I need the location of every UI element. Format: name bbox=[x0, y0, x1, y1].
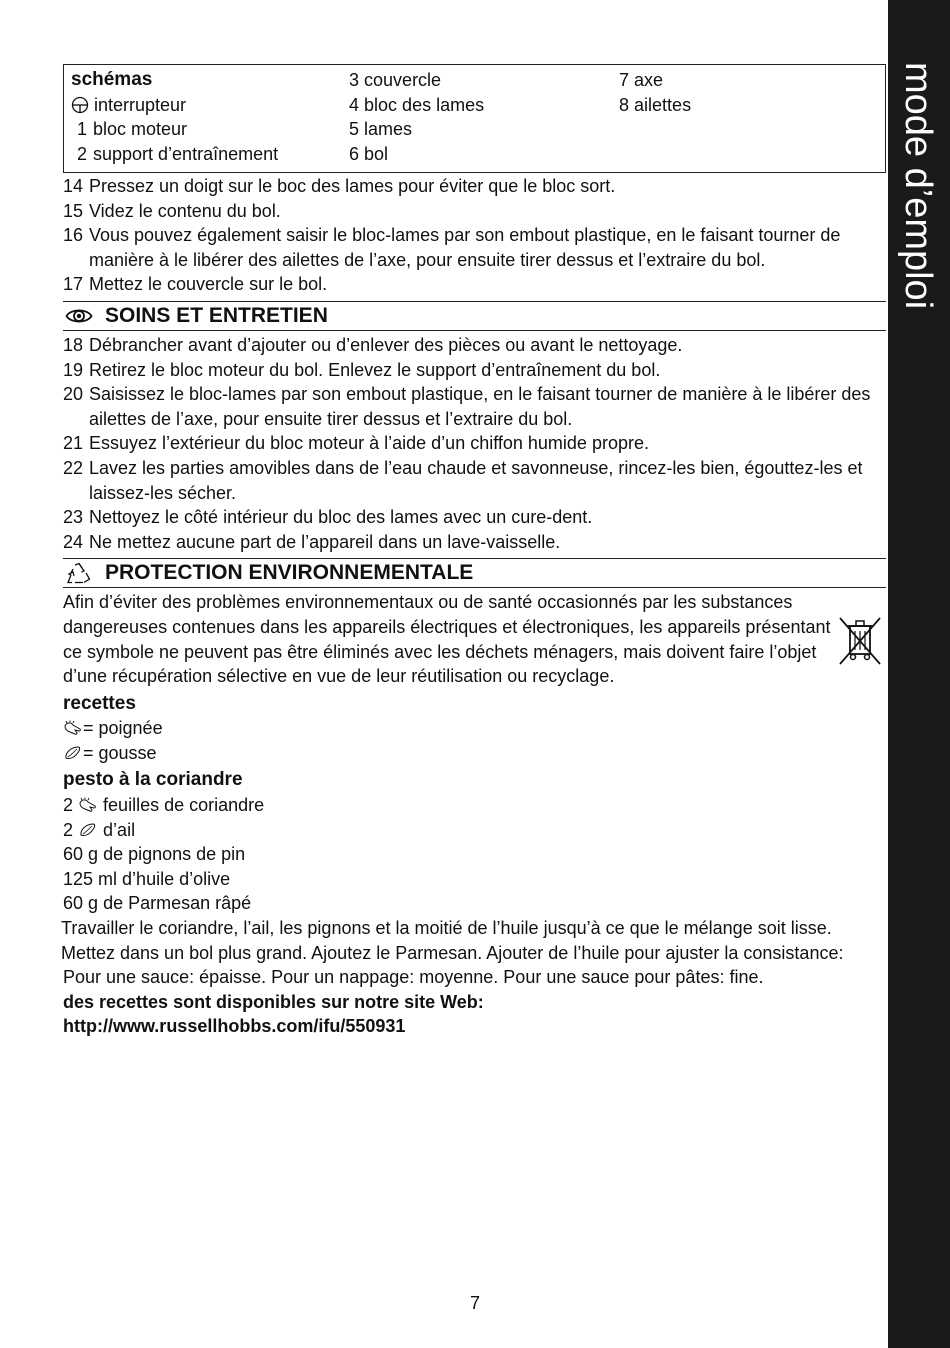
website-link[interactable]: http://www.russellhobbs.com/ifu/550931 bbox=[63, 1016, 406, 1037]
sidebar-title: mode d’emploi bbox=[897, 62, 939, 310]
step-item: 23 Nettoyez le côté intérieur du bloc des lames avec un cure-dent. bbox=[63, 507, 593, 528]
eye-icon bbox=[65, 305, 93, 327]
environment-section bbox=[63, 590, 886, 688]
handful-icon bbox=[78, 797, 98, 813]
environment-heading: PROTECTION ENVIRONNEMENTALE bbox=[63, 558, 886, 588]
step-item: 21 Essuyez l’extérieur du bloc moteur à l’aide d’un chiffon humide propre. bbox=[63, 433, 649, 454]
step-item: 19 Retirez le bloc moteur du bol. Enlevez le support d’entraînement du bol. bbox=[63, 359, 661, 380]
recipes-title: recettes bbox=[63, 692, 136, 714]
legend-clove: = gousse bbox=[63, 741, 886, 766]
care-heading: SOINS ET ENTRETIEN bbox=[63, 301, 886, 331]
legend-handful: = poignée bbox=[63, 716, 886, 741]
steps-list bbox=[63, 174, 886, 297]
clove-icon bbox=[78, 822, 98, 838]
step-item: 16 Vous pouvez également saisir le bloc-lames par son embout plastique, en le faisant tourner de manière à le libérer des ailettes de l’axe, pour ensuite tirer dessus et l’extraire du bol. bbox=[63, 225, 841, 270]
clove-icon bbox=[63, 745, 83, 761]
ingredient-item: 2 d’ail bbox=[63, 819, 136, 840]
schema-box bbox=[63, 64, 886, 173]
step-item: 14 Pressez un doigt sur le boc des lames pour éviter que le bloc sort. bbox=[63, 176, 616, 196]
schema-item-switch: interrupteur bbox=[71, 93, 341, 118]
page-content bbox=[63, 64, 886, 1039]
step-item: 22 Lavez les parties amovibles dans de l’eau chaude et savonneuse, rincez-les bien, égouttez-les et laissez-les sécher. bbox=[63, 457, 863, 503]
recipe-instructions: Travailler le coriandre, l’ail, les pignons et la moitié de l’huile jusqu’à ce que le mélange soit lisse. Mettez dans un bol plus grand. Ajoutez le Parmesan. Ajouter de l’huile pour ajuster la consistance: bbox=[61, 918, 844, 963]
schema-item: 5 lames bbox=[349, 119, 413, 140]
schema-item: 8 ailettes bbox=[619, 94, 692, 115]
recycle-icon bbox=[65, 562, 93, 584]
schema-title: schémas bbox=[71, 69, 153, 90]
handful-icon bbox=[63, 720, 83, 736]
care-steps bbox=[63, 333, 886, 554]
ingredient-item: 60 g de Parmesan râpé bbox=[63, 893, 252, 914]
step-item: 20 Saisissez le bloc-lames par son embout plastique, en le faisant tourner de manière à le libérer des ailettes de l’axe, pour ensuite tirer dessus et l’extraire du bol. bbox=[63, 384, 871, 429]
step-item: 18 Débrancher avant d’ajouter ou d’enlever des pièces ou avant le nettoyage. bbox=[63, 334, 683, 355]
step-item: 24 Ne mettez aucune part de l’appareil dans un lave-vaisselle. bbox=[63, 531, 561, 552]
schema-item: 2 support d’entraînement bbox=[76, 143, 279, 164]
schema-item: 4 bloc des lames bbox=[349, 94, 485, 115]
crossed-bin-icon bbox=[836, 614, 884, 666]
step-item: 15 Videz le contenu du bol. bbox=[63, 200, 281, 221]
sidebar-tab bbox=[888, 0, 950, 1348]
schema-item: 6 bol bbox=[349, 143, 389, 164]
ingredient-item: 60 g de pignons de pin bbox=[63, 844, 246, 865]
schema-item: 7 axe bbox=[619, 70, 664, 90]
schema-item: 1 bloc moteur bbox=[76, 119, 188, 140]
page-number: 7 bbox=[469, 1293, 480, 1313]
pesto-title: pesto à la coriandre bbox=[63, 769, 243, 791]
ingredient-item: 2 feuilles de coriandre bbox=[63, 795, 265, 816]
environment-text: Afin d’éviter des problèmes environnementaux ou de santé occasionnés par les substances dangereuses contenues dans les appareils électriques et électroniques, les appareils présentant ce symbole ne peuvent pas être éliminés avec les déchets ménagers, mais doivent faire l’objet d’une récupération sélective en vue de leur réutilisation ou recyclage. bbox=[63, 592, 831, 687]
recipe-consistency: Pour une sauce: épaisse. Pour un nappage: moyenne. Pour une sauce pour pâtes: fine. bbox=[63, 967, 764, 988]
step-item: 17 Mettez le couvercle sur le bol. bbox=[63, 274, 328, 295]
website-label: des recettes sont disponibles sur notre site Web: bbox=[63, 991, 484, 1012]
switch-icon bbox=[71, 96, 89, 114]
schema-item: 3 couvercle bbox=[349, 70, 442, 90]
ingredient-item: 125 ml d’huile d’olive bbox=[63, 868, 231, 889]
